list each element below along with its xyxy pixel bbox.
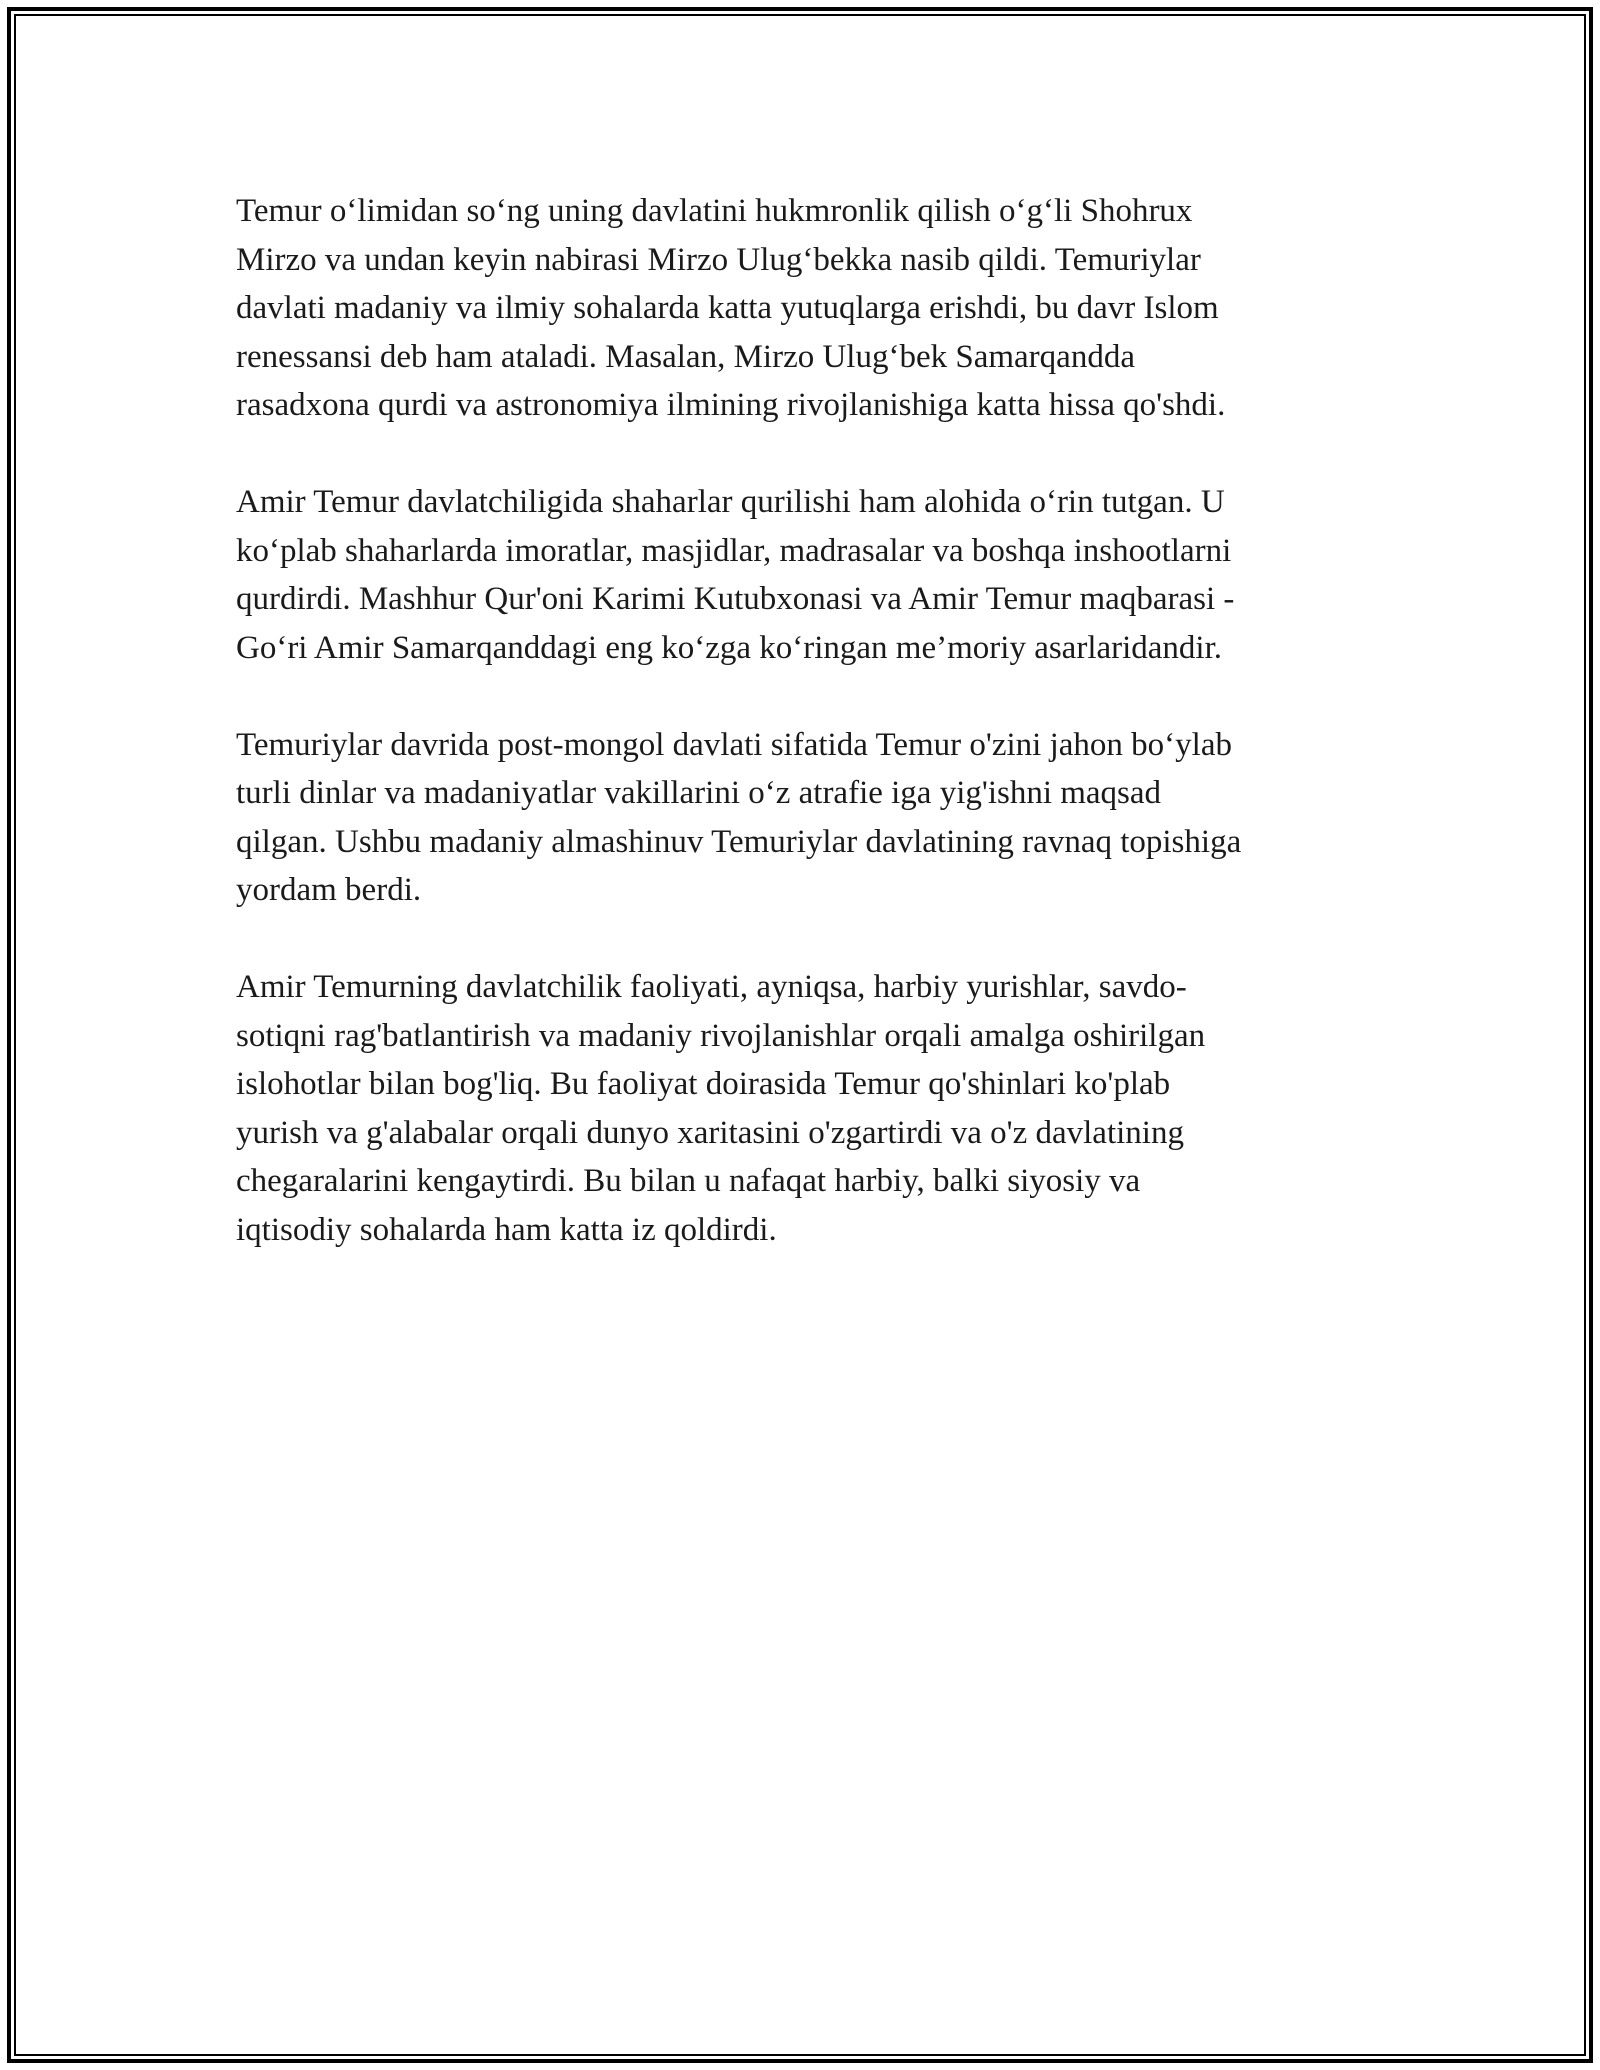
document-body [236,187,1366,1303]
paragraph-2: Amir Temur davlatchiligida shaharlar qurilishi ham alohida o‘rin tutgan. U ko‘plab shaharlarda imoratlar, masjidlar, madrasalar va boshqa inshootlarni qurdirdi. Mashhur Qur'oni Karimi Kutubxonasi va Amir Temur maqbarasi - Go‘ri Amir Samarqanddagi eng ko‘zga ko‘ringan me’moriy asarlaridandir. [236,484,1235,666]
paragraph-1: Temur o‘limidan so‘ng uning davlatini hukmronlik qilish o‘g‘li Shohrux Mirzo va undan keyin nabirasi Mirzo Ulug‘bekka nasib qildi. Temuriylar davlati madaniy va ilmiy sohalarda katta yutuqlarga erishdi, bu davr Islom renessansi deb ham ataladi. Masalan, Mirzo Ulug‘bek Samarqandda rasadxona qurdi va astronomiya ilmining rivojlanishiga katta hissa qo'shdi. [236,193,1226,423]
paragraph-4: Amir Temurning davlatchilik faoliyati, ayniqsa, harbiy yurishlar, savdo- sotiqni rag'batlantirish va madaniy rivojlanishlar orqali amalga oshirilgan islohotlar bilan bog'liq. Bu faoliyat doirasida Temur qo'shinlari ko'plab yurish va g'alabalar orqali dunyo xaritasini o'zgartirdi va o'z davlatining chegaralarini kengaytirdi. Bu bilan u nafaqat harbiy, balki siyosiy va iqtisodiy sohalarda ham katta iz qoldirdi. [236,969,1206,1248]
paragraph-3: Temuriylar davrida post-mongol davlati sifatida Temur o'zini jahon bo‘ylab turli dinlar va madaniyatlar vakillarini o‘z atrafie iga yig'ishni maqsad qilgan. Ushbu madaniy almashinuv Temuriylar davlatining ravnaq topishiga yordam berdi. [236,726,1242,908]
